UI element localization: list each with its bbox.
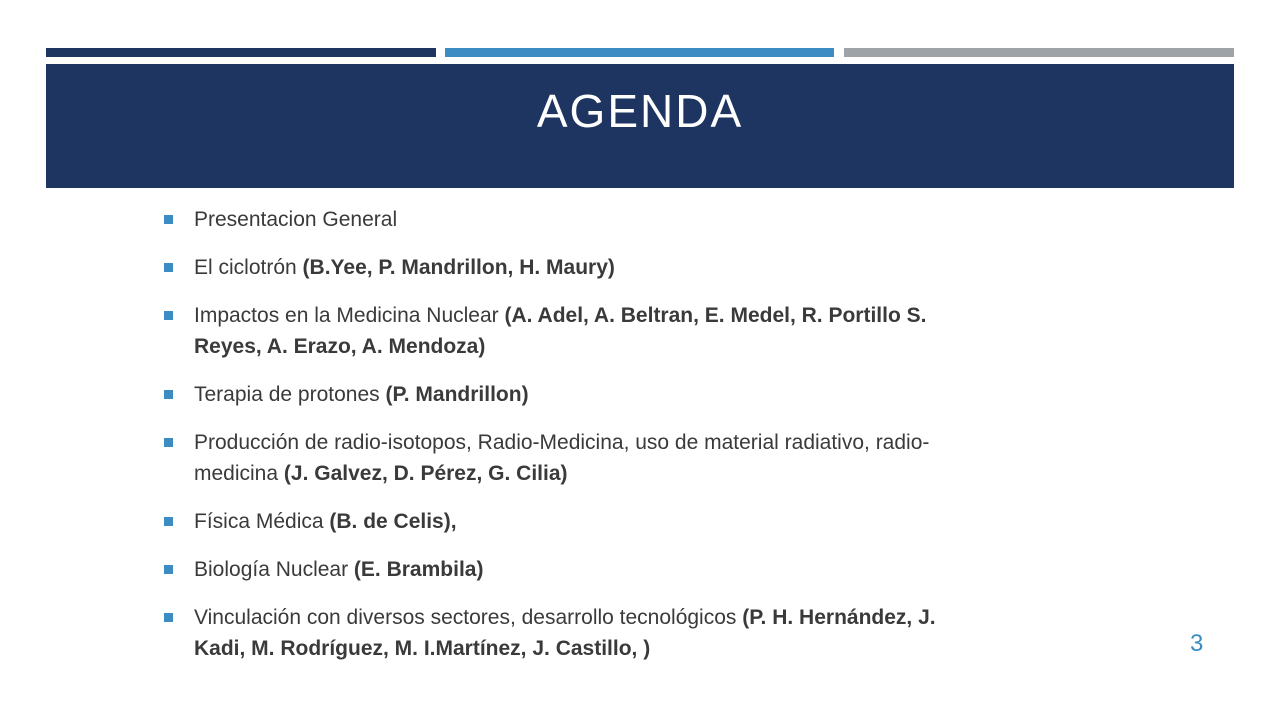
top-accent-bar-blue — [445, 48, 834, 57]
agenda-item-topic: El ciclotrón — [194, 256, 303, 279]
agenda-item — [162, 506, 982, 537]
top-accent-bar-navy — [46, 48, 436, 57]
square-bullet-icon — [164, 390, 173, 399]
square-bullet-icon — [164, 311, 173, 320]
square-bullet-icon — [164, 613, 173, 622]
agenda-item — [162, 252, 982, 283]
agenda-item-topic: Terapia de protones — [194, 383, 386, 406]
agenda-item-topic: Biología Nuclear — [194, 558, 354, 581]
agenda-item — [162, 602, 982, 664]
agenda-item — [162, 300, 982, 362]
square-bullet-icon — [164, 263, 173, 272]
agenda-item-names: (B. de Celis), — [329, 510, 457, 533]
agenda-item-names: (E. Brambila) — [353, 558, 484, 581]
agenda-list — [162, 204, 982, 681]
square-bullet-icon — [164, 438, 173, 447]
agenda-item — [162, 379, 982, 410]
agenda-item-topic: Presentacion General — [194, 208, 398, 231]
agenda-item-names: (P. Mandrillon) — [385, 383, 529, 406]
agenda-item-topic: Producción de radio-isotopos, Radio-Medicina, uso de material radiativo, radio-medicina — [194, 431, 930, 485]
agenda-item-topic: Impactos en la Medicina Nuclear — [194, 304, 505, 327]
square-bullet-icon — [164, 215, 173, 224]
agenda-item-topic: Vinculación con diversos sectores, desarrollo tecnológicos — [194, 606, 743, 629]
agenda-item-names: (A. Adel, A. Beltran, E. Medel, R. Portillo S. Reyes, A. Erazo, A. Mendoza) — [194, 304, 927, 358]
agenda-item-names: (B.Yee, P. Mandrillon, H. Maury) — [302, 256, 615, 279]
page-number: 3 — [1190, 630, 1204, 657]
slide-title: AGENDA — [536, 85, 744, 137]
agenda-item-topic: Física Médica — [194, 510, 330, 533]
agenda-item — [162, 204, 982, 235]
square-bullet-icon — [164, 517, 173, 526]
square-bullet-icon — [164, 565, 173, 574]
agenda-item-names: (P. H. Hernández, J. Kadi, M. Rodríguez, M. I.Martínez, J. Castillo, ) — [194, 606, 936, 660]
top-accent-bar-gray — [844, 48, 1234, 57]
agenda-item — [162, 554, 982, 585]
agenda-item — [162, 427, 982, 489]
agenda-item-names: (J. Galvez, D. Pérez, G. Cilia) — [283, 462, 568, 485]
